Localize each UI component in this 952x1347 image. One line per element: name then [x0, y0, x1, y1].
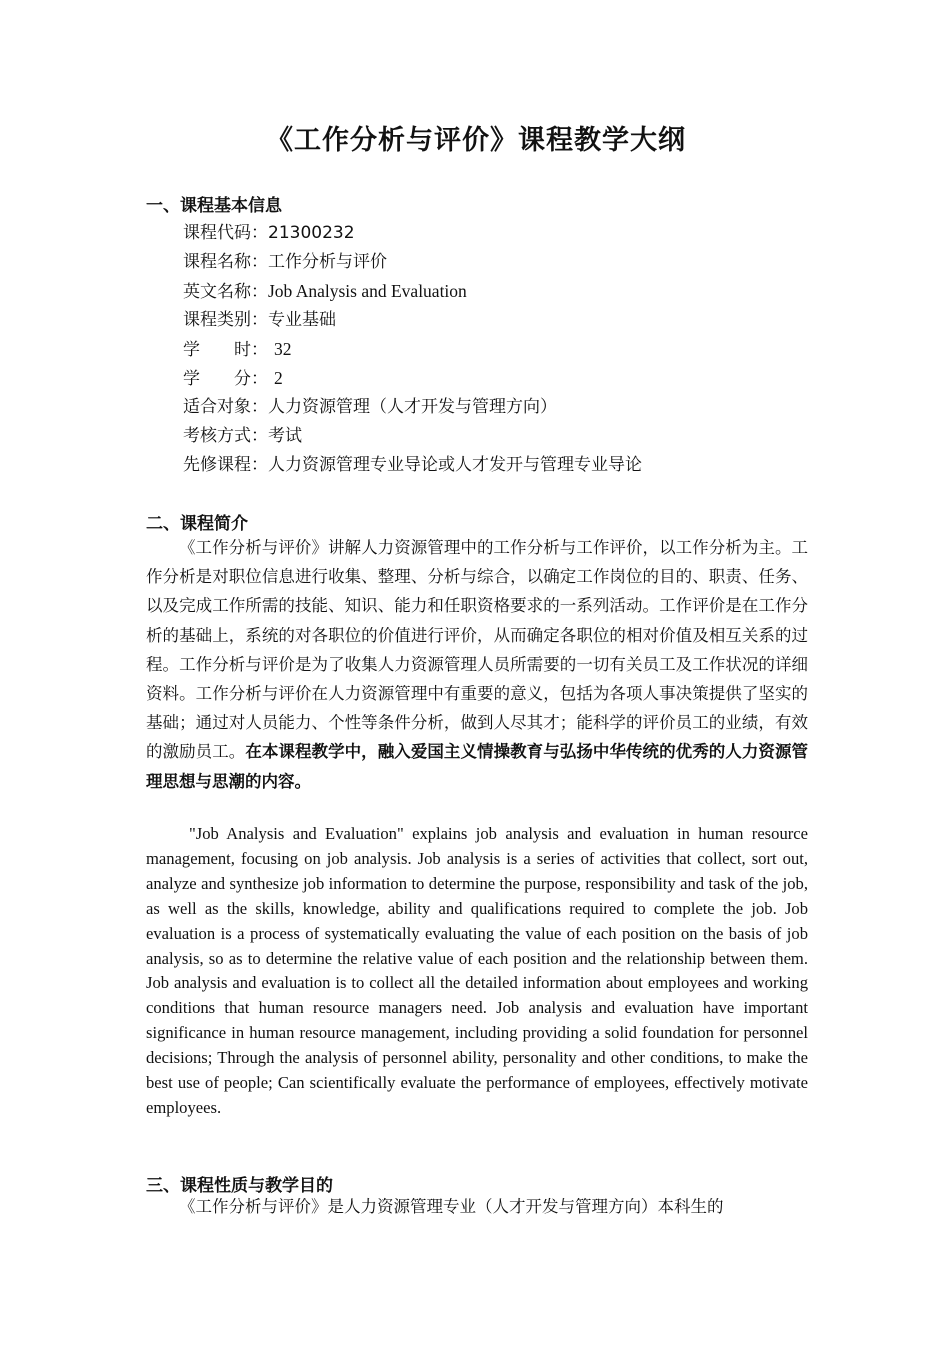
- info-label: 课程名称：: [183, 252, 268, 272]
- info-label: 课程类别：: [183, 310, 268, 330]
- info-label: 学 分：: [183, 369, 268, 389]
- info-value: 32: [274, 339, 292, 359]
- info-value: 21300232: [268, 223, 355, 243]
- course-info-list: [183, 219, 642, 480]
- introduction-paragraph-english: "Job Analysis and Evaluation" explains job analysis and evaluation in human resource management, focusing on job analysis. Job analysis is a series of activities that collect, sort out, analyze and synthesize job information to determine the purpose, responsibility and task of the job, as well as the skills, knowledge, ability and qualifications required to complete the job. Job evaluation is a process of systematically evaluating the value of each position on the basis of job analysis, so as to determine the relative value of each position and the relationship between them. Job analysis and evaluation is to collect all the detailed information about employees and working conditions that human resource managers need. Job analysis and evaluation have important significance in human resource management, including providing a solid foundation for personnel decisions; Through the analysis of personnel ability, personality and other conditions, to make the best use of people; Can scientifically evaluate the performance of employees, effectively motivate employees.: [146, 824, 808, 1117]
- info-row-name: [183, 248, 642, 277]
- info-value: 2: [274, 368, 283, 388]
- info-label: 考核方式：: [183, 426, 268, 446]
- info-label: 先修课程：: [183, 455, 268, 475]
- info-label: 学 时：: [183, 340, 268, 360]
- info-row-english-name: [183, 277, 642, 306]
- introduction-bold-text: 在本课程教学中，融入爱国主义情操教育与弘扬中华传统的优秀的人力资源管理思想与思潮的内容。: [146, 742, 809, 791]
- info-label: 课程代码：: [183, 223, 268, 243]
- document-title: 《工作分析与评价》课程教学大纲: [266, 125, 686, 156]
- info-value: 工作分析与评价: [268, 252, 387, 272]
- info-row-code: [183, 219, 642, 248]
- introduction-text: 《工作分析与评价》讲解人力资源管理中的工作分析与工作评价，以工作分析为主。工作分析是对职位信息进行收集、整理、分析与综合，以确定工作岗位的目的、职责、任务、以及完成工作所需的技能、知识、能力和任职资格要求的一系列活动。工作评价是在工作分析的基础上，系统的对各职位的价值进行评价，从而确定各职位的相对价值及相互关系的过程。工作分析与评价是为了收集人力资源管理人员所需要的一切有关员工及工作状况的详细资料。工作分析与评价在人力资源管理中有重要的意义，包括为各项人事决策提供了坚实的基础；通过对人员能力、个性等条件分析，做到人尽其才；能科学的评价员工的业绩，有效的激励员工。: [146, 538, 808, 762]
- info-value: 考试: [268, 426, 302, 446]
- section-heading-basic-info: 一、课程基本信息: [146, 196, 282, 216]
- introduction-paragraph-chinese: [146, 533, 808, 796]
- info-row-audience: [183, 393, 642, 422]
- info-row-hours: [183, 335, 642, 364]
- info-row-assessment: [183, 422, 642, 451]
- info-row-prerequisites: [183, 451, 642, 480]
- info-label: 适合对象：: [183, 397, 268, 417]
- info-value: 人力资源管理专业导论或人才发开与管理专业导论: [268, 455, 642, 475]
- nature-paragraph: 《工作分析与评价》是人力资源管理专业（人才开发与管理方向）本科生的: [179, 1197, 724, 1216]
- info-label: 英文名称：: [183, 282, 268, 302]
- info-row-credits: [183, 364, 642, 393]
- section-heading-nature-purpose: 三、课程性质与教学目的: [146, 1176, 333, 1196]
- info-value: Job Analysis and Evaluation: [268, 281, 467, 301]
- info-row-category: [183, 306, 642, 335]
- info-value: 专业基础: [268, 310, 336, 330]
- section-heading-introduction: 二、课程简介: [146, 514, 248, 534]
- info-value: 人力资源管理（人才开发与管理方向）: [268, 397, 557, 417]
